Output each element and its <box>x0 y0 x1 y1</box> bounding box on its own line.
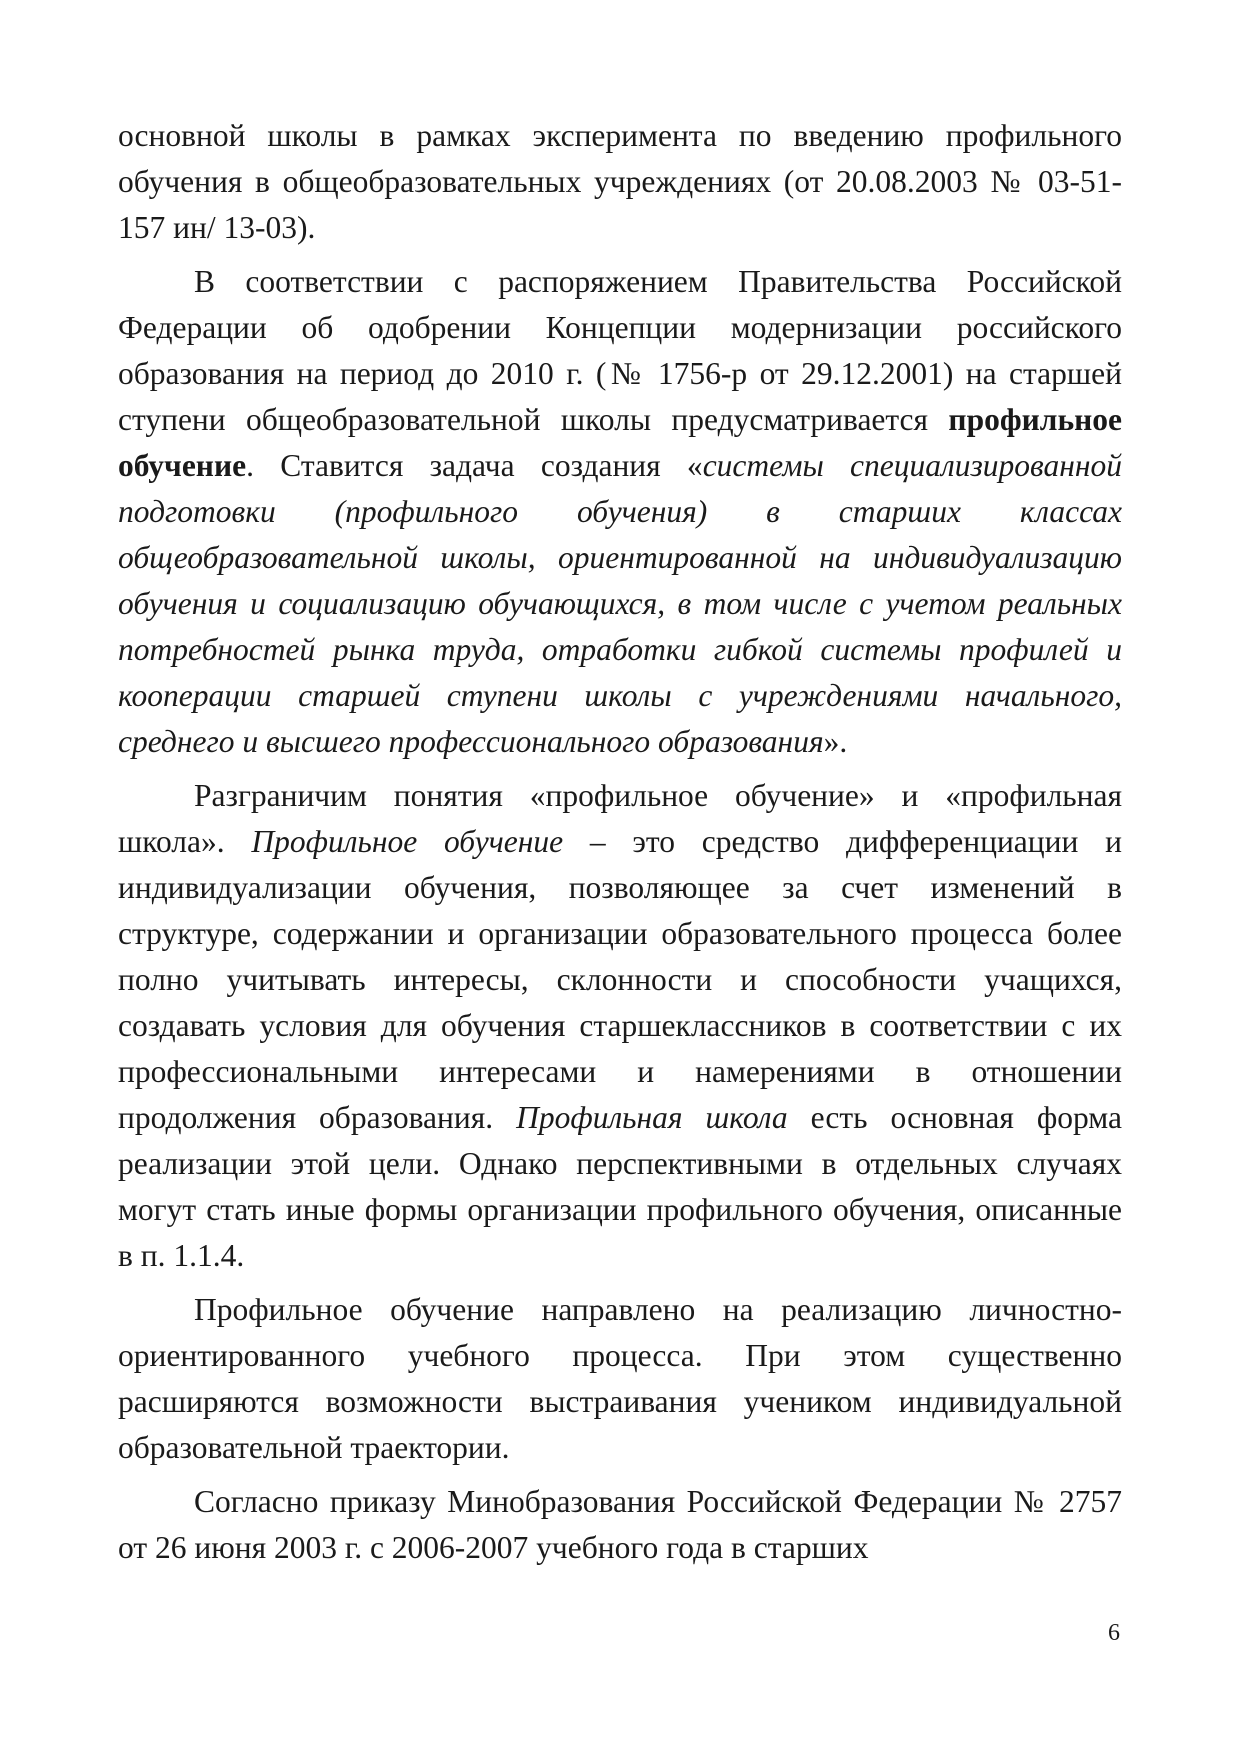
document-page <box>118 113 1122 1571</box>
paragraph-definitions <box>118 773 1122 1279</box>
paragraph-definition-text: – это средство дифференциации и индивидуализации обучения, позволяющее за счет изменений в структуре, содержании и организации образовательного процесса более полно учитывать интересы, склонности и способности учащихся, создавать условия для обучения старшеклассников в соответствии с их профессиональными интересами и намерениями в отношении продолжения образования. <box>118 824 1122 1135</box>
italic-term-profile-education: Профильное обучение <box>251 824 564 859</box>
page-number: 6 <box>1108 1620 1120 1646</box>
paragraph-intro: Разграничим понятия «профильное обучение» и «профильная школа». <box>118 778 1122 859</box>
italic-term-profile-school: Профильная школа <box>516 1100 788 1135</box>
bold-term-profile-education: профильное обучение <box>118 402 1122 483</box>
quote-end: ». <box>823 724 848 759</box>
paragraph-text: основной школы в рамках эксперимента по введению профильного обучения в общеобразовательных учреждениях (от 20.08.2003 № 03-51-157 ин/ 13-03). <box>118 118 1122 245</box>
paragraph-government-order <box>118 259 1122 765</box>
paragraph-personal-orientation <box>118 1287 1122 1471</box>
paragraph-text: Профильное обучение направлено на реализацию личностно-ориентированного учебного процесса. При этом существенно расширяются возможности выстраивания учеником индивидуальной образовательной траектории. <box>118 1292 1122 1465</box>
paragraph-experiment-continuation <box>118 113 1122 251</box>
paragraph-text: Согласно приказу Минобразования Российской Федерации № 2757 от 26 июня 2003 г. с 2006-2007 учебного года в старших <box>118 1484 1122 1565</box>
italic-quote: системы специализированной подготовки (профильного обучения) в старших классах общеобразовательной школы, ориентированной на индивидуализацию обучения и социализацию обучающихся, в том числе с учетом реальных потребностей рынка труда, отработки гибкой системы профилей и кооперации старшей ступени школы с учреждениями начального, среднего и высшего профессионального образования <box>118 448 1123 759</box>
paragraph-ministry-order <box>118 1479 1122 1571</box>
paragraph-end-text: есть основная форма реализации этой цели. Однако перспективными в отдельных случаях могут стать иные формы организации профильного обучения, описанные в п. 1.1.4. <box>118 1100 1122 1273</box>
paragraph-task-text: . Ставится задача создания « <box>246 448 703 483</box>
paragraph-intro: В соответствии с распоряжением Правительства Российской Федерации об одобрении Концепции модернизации российского образования на период до 2010 г. (№ 1756-р от 29.12.2001) на старшей ступени общеобразовательной школы предусматривается <box>118 264 1122 437</box>
